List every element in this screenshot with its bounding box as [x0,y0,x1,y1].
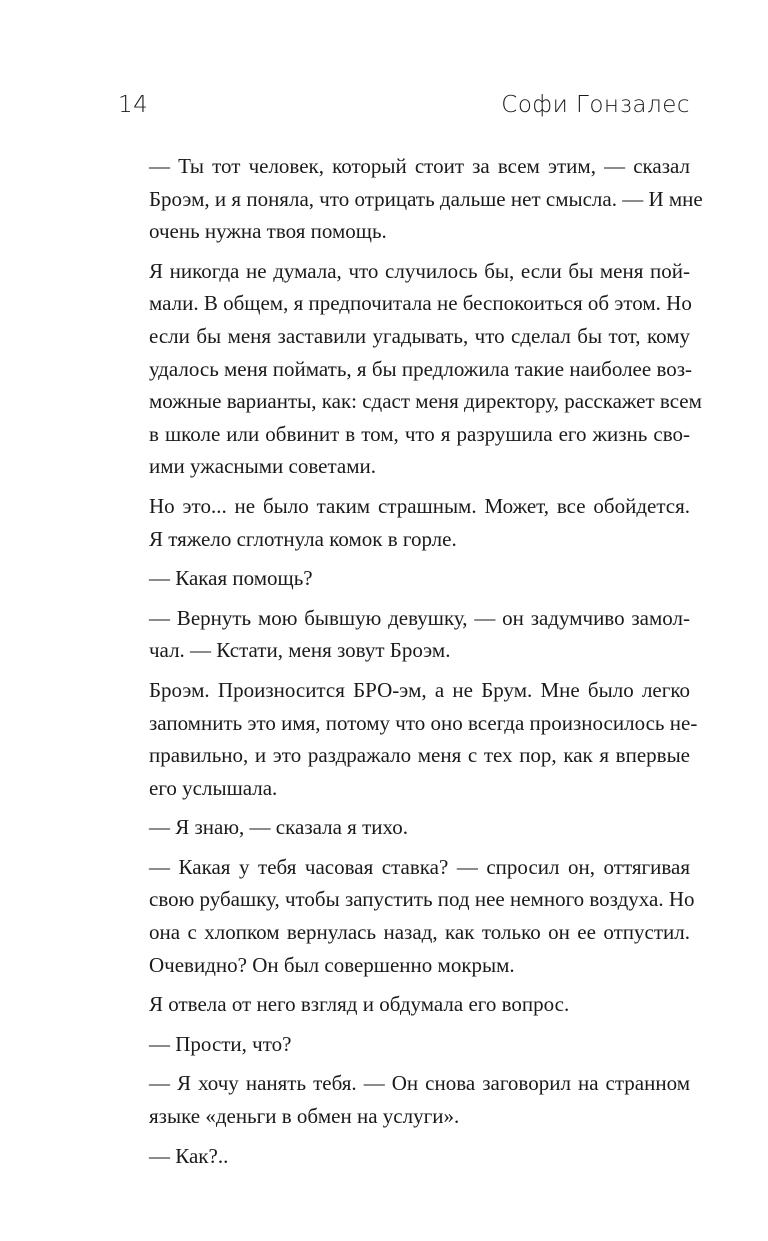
text-line: удалось меня поймать, я бы предложила такие наиболее воз- [149,356,693,381]
paragraph [118,811,690,844]
paragraph [118,1140,690,1173]
text-line: ими ужасными советами. [149,454,376,479]
text-line: — Я знаю, — сказала я тихо. [149,815,408,840]
paragraph [118,1028,690,1061]
text-line: — Какая у тебя часовая ставка? — спросил он, оттягивая [149,854,690,879]
text-line: она с хлопком вернулась назад, как только он ее отпустил. [149,920,690,945]
text-line: чал. — Кстати, меня зовут Броэм. [149,638,451,663]
paragraph [118,255,702,483]
running-head [118,92,690,126]
paragraph [118,988,690,1021]
author-name: Софи Гонзалес [501,92,690,118]
paragraph [118,674,698,804]
text-line: его услышала. [149,775,278,800]
text-line: Броэм, и я поняла, что отрицать дальше нет смысла. — И мне [149,186,703,211]
text-line: запомнить это имя, потому что оно всегда произносилось не- [149,710,698,735]
text-line: Очевидно? Он был совершенно мокрым. [149,952,515,977]
text-line: Я никогда не думала, что случилось бы, если бы меня пой- [149,258,690,283]
text-line: Я отвела от него взгляд и обдумала его вопрос. [149,992,570,1017]
paragraph [118,490,690,555]
text-line: можные варианты, как: сдаст меня директору, расскажет всем [149,389,702,414]
text-line: — Какая помощь? [149,566,313,591]
paragraph [118,1067,690,1132]
paragraph [118,602,690,667]
paragraph [118,562,690,595]
text-line: — Как?.. [149,1143,229,1168]
text-line: правильно, и это раздражало меня с тех пор, как я впервые [149,743,690,768]
text-line: Броэм. Произносится БРО-эм, а не Брум. Мне было легко [149,677,690,702]
text-line: очень нужна твоя помощь. [149,219,387,244]
text-line: в школе или обвинит в том, что я разрушила его жизнь сво- [149,421,690,446]
body-text [118,150,703,1172]
text-line: языке «деньги в обмен на услуги». [149,1104,460,1129]
text-line: Я тяжело сглотнула комок в горле. [149,526,457,551]
page-number: 14 [118,92,149,118]
text-line: — Вернуть мою бывшую девушку, — он задумчиво замол- [149,605,690,630]
paragraph [118,150,703,248]
text-line: свою рубашку, чтобы запустить под нее немного воздуха. Но [149,887,695,912]
text-line: Но это... не было таким страшным. Может, все обойдется. [149,493,690,518]
text-line: мали. В общем, я предпочитала не беспокоиться об этом. Но [149,291,692,316]
text-line: — Прости, что? [149,1031,292,1056]
text-line: — Я хочу нанять тебя. — Он снова заговорил на странном [149,1071,690,1096]
text-line: если бы меня заставили угадывать, что сделал бы тот, кому [149,323,690,348]
paragraph [118,851,695,981]
text-line: — Ты тот человек, который стоит за всем этим, — сказал [149,154,690,178]
